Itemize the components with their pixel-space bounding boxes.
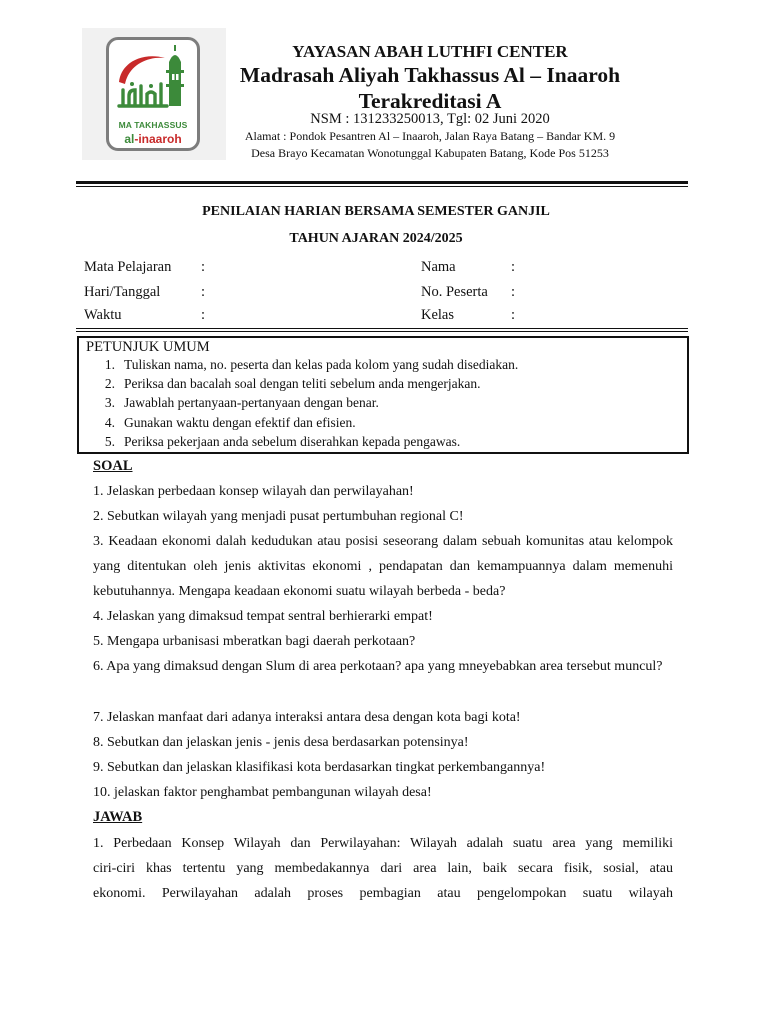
field-sep: : bbox=[511, 307, 516, 323]
instruction-text: Gunakan waktu dengan efektif dan efisien. bbox=[124, 414, 356, 430]
instructions-box bbox=[77, 336, 689, 454]
field-label-kelas: Kelas bbox=[421, 307, 455, 323]
school-name bbox=[200, 63, 660, 115]
field-sep: : bbox=[511, 259, 516, 275]
nsm-line: NSM : 131233250013, Tgl: 02 Juni 2020 bbox=[310, 111, 550, 127]
field-label-no-peserta: No. Peserta bbox=[421, 284, 488, 300]
field-label-hari-tanggal: Hari/Tanggal bbox=[84, 284, 161, 300]
instructions-title: PETUNJUK UMUM bbox=[86, 339, 210, 355]
exam-year: TAHUN AJARAN 2024/2025 bbox=[289, 231, 463, 246]
instruction-text: Jawablah pertanyaan-pertanyaan dengan benar. bbox=[124, 395, 379, 411]
address-line-2: Desa Brayo Kecamatan Wonotunggal Kabupaten Batang, Kode Pos 51253 bbox=[251, 146, 609, 160]
logo-text-line-2 bbox=[109, 132, 197, 146]
foundation-name: YAYASAN ABAH LUTHFI CENTER bbox=[292, 42, 568, 61]
school-name-line: Madrasah Aliyah Takhassus Al – Inaaroh bbox=[239, 63, 621, 87]
question-5: 5. Mengapa urbanisasi mberatkan bagi daerah perkotaan? bbox=[93, 634, 416, 649]
field-sep: : bbox=[201, 307, 206, 323]
header-divider-thin bbox=[76, 186, 688, 187]
question-6: 6. Apa yang dimaksud dengan Slum di area perkotaan? apa yang mneyebabkan area tersebut muncul? bbox=[93, 659, 663, 674]
question-2: 2. Sebutkan wilayah yang menjadi pusat pertumbuhan regional C! bbox=[93, 509, 464, 524]
instruction-number: 2. bbox=[104, 376, 115, 392]
logo-text-prefix: al bbox=[124, 132, 135, 146]
instruction-text: Periksa dan bacalah soal dengan teliti sebelum anda mengerjakan. bbox=[124, 376, 481, 392]
instruction-number: 5. bbox=[104, 433, 115, 449]
field-label-mata-pelajaran: Mata Pelajaran bbox=[84, 259, 172, 275]
question-1: 1. Jelaskan perbedaan konsep wilayah dan perwilayahan! bbox=[93, 484, 414, 499]
header-divider-thick bbox=[76, 181, 688, 184]
exam-title: PENILAIAN HARIAN BERSAMA SEMESTER GANJIL bbox=[202, 204, 550, 219]
question-10: 10. jelaskan faktor penghambat pembangunan wilayah desa! bbox=[93, 785, 432, 800]
address-line-1: Alamat : Pondok Pesantren Al – Inaaroh, Jalan Raya Batang – Bandar KM. 9 bbox=[244, 129, 616, 143]
soal-heading: SOAL bbox=[93, 458, 133, 474]
question-3: 3. Keadaan ekonomi dalah kedudukan atau posisi seseorang dalam sebuah komunitas atau kelompok yang ditentukan oleh jenis aktivitas ekonomi , pendapatan dan kemampuannya dalam memenuhi kebutuhannya. Mengapa keadaan ekonomi suatu wilayah berbeda - beda? bbox=[93, 534, 673, 599]
accreditation: Terakreditasi A bbox=[358, 88, 502, 113]
question-7: 7. Jelaskan manfaat dari adanya interaksi antara desa dengan kota bagi kota! bbox=[93, 710, 521, 725]
logo-frame bbox=[106, 37, 200, 151]
logo-text-line-1: MA TAKHASSUS bbox=[118, 120, 188, 130]
field-sep: : bbox=[201, 284, 206, 300]
instruction-text: Tuliskan nama, no. peserta dan kelas pada kolom yang sudah disediakan. bbox=[124, 357, 519, 372]
field-sep: : bbox=[201, 259, 206, 275]
field-label-waktu: Waktu bbox=[84, 307, 122, 323]
field-sep: : bbox=[511, 284, 516, 300]
answer-1-line-2: ciri-ciri khas tertentu yang membedakannya dari area lain, baik secara fisik, sosial, atau bbox=[93, 861, 673, 876]
identity-divider-1 bbox=[76, 328, 688, 329]
logo-emblem-icon bbox=[109, 40, 197, 120]
instruction-number: 3. bbox=[104, 395, 115, 411]
question-4: 4. Jelaskan yang dimaksud tempat sentral berhierarki empat! bbox=[93, 609, 433, 624]
identity-divider-2 bbox=[76, 331, 688, 332]
jawab-heading: JAWAB bbox=[93, 809, 143, 825]
question-8: 8. Sebutkan dan jelaskan jenis - jenis desa berdasarkan potensinya! bbox=[93, 735, 469, 750]
logo-text-rest: -inaaroh bbox=[134, 132, 182, 146]
instruction-number: 1. bbox=[104, 357, 115, 372]
answer-1-line-1: 1. Perbedaan Konsep Wilayah dan Perwilayahan: Wilayah adalah suatu area yang memiliki bbox=[93, 836, 673, 851]
question-9: 9. Sebutkan dan jelaskan klasifikasi kota berdasarkan tingkat perkembangannya! bbox=[93, 760, 546, 775]
answer-1-line-3: ekonomi. Perwilayahan adalah proses pembagian atau pengelompokan suatu wilayah bbox=[93, 886, 673, 901]
instruction-number: 4. bbox=[104, 414, 115, 430]
instruction-text: Periksa pekerjaan anda sebelum diserahkan kepada pengawas. bbox=[124, 433, 461, 449]
field-label-nama: Nama bbox=[421, 259, 456, 275]
